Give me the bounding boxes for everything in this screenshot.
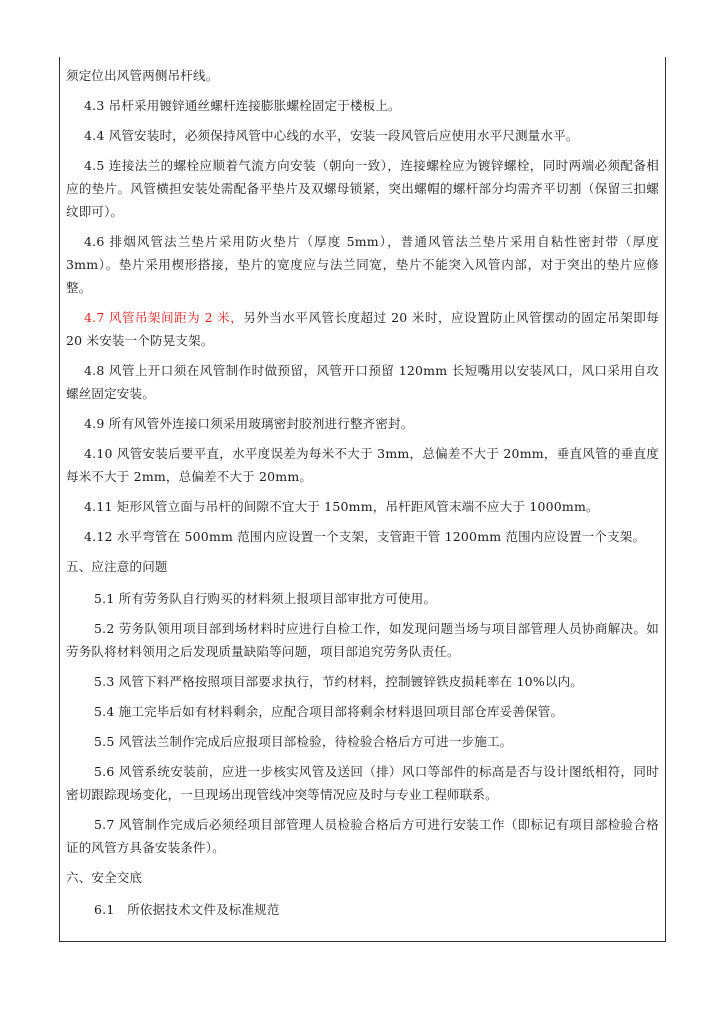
item-5-3: 5.3 风管下料严格按照项目部要求执行，节约材料，控制镀锌铁皮损耗率在 10%以内。	[94, 674, 584, 689]
item-4-9: 4.9 所有风管外连接口须采用玻璃密封胶剂进行整齐密封。	[84, 416, 414, 431]
item-4-7	[66, 306, 659, 352]
item-4-7-highlight: 4.7 风管吊架间距为 2 米，	[84, 310, 244, 325]
item-5-6: 5.6 风管系统安装前，应进一步核实风管及送回（排）风口等部件的标高是否与设计图纸相符，同时密切跟踪现场变化，一旦现场出现管线冲突等情况应及时与专业工程师联系。	[66, 764, 659, 802]
item-4-12: 4.12 水平弯管在 500mm 范围内应设置一个支架，支管距干管 1200mm 范围内应设置一个支架。	[84, 529, 646, 544]
item-4-10: 4.10 风管安装后要平直，水平度误差为每米不大于 3mm，总偏差不大于 20mm，垂直风管的垂直度每米不大于 2mm，总偏差不大于 20mm。	[66, 446, 659, 484]
item-5-4: 5.4 施工完毕后如有材料剩余，应配合项目部将剩余材料退回项目部仓库妥善保管。	[94, 704, 564, 719]
item-4-7-text: 另外当水平风管长度超过 20 米时，应设置防止风管摆动的固定吊架即每 20 米安装一个防晃支架。	[66, 310, 660, 348]
item-5-2: 5.2 劳务队领用项目部到场材料时应进行自检工作，如发现问题当场与项目部管理人员协商解决。如劳务队将材料领用之后发现质量缺陷等问题，项目部追究劳务队责任。	[66, 621, 659, 659]
item-6-1: 6.1 所依据技术文件及标准规范	[94, 902, 280, 917]
section-5-heading: 五、应注意的问题	[66, 559, 168, 574]
document-body	[60, 57, 665, 921]
item-4-4: 4.4 风管安装时，必须保持风管中心线的水平，安装一段风管后应使用水平尺测量水平。	[84, 128, 579, 143]
item-5-5: 5.5 风管法兰制作完成后应报项目部检验，待检验合格后方可进一步施工。	[94, 734, 513, 749]
item-5-1: 5.1 所有劳务队自行购买的材料须上报项目部审批方可使用。	[94, 591, 437, 606]
item-4-6: 4.6 排烟风管法兰垫片采用防火垫片（厚度 5mm），普通风管法兰垫片采用自粘性密封带（厚度 3mm）。垫片采用楔形搭接，垫片的宽度应与法兰同宽，垫片不能突入风管内部，对于突出的垫片应修整。	[66, 234, 659, 295]
lead-fragment: 须定位出风管两侧吊杆线。	[66, 68, 219, 83]
item-4-5: 4.5 连接法兰的螺栓应顺着气流方向安装（朝向一致），连接螺栓应为镀锌螺栓，同时两端必须配备相应的垫片。风管横担安装处需配备平垫片及双螺母锁紧，突出螺帽的螺杆部分均需齐平切割（保留三扣螺纹即可）。	[66, 158, 659, 219]
item-4-8: 4.8 风管上开口须在风管制作时做预留，风管开口预留 120mm 长短嘴用以安装风口，风口采用自攻螺丝固定安装。	[66, 363, 659, 401]
item-4-11: 4.11 矩形风管立面与吊杆的间隙不宜大于 150mm，吊杆距风管末端不应大于 1000mm。	[84, 499, 599, 514]
item-4-3: 4.3 吊杆采用镀锌通丝螺杆连接膨胀螺栓固定于楼板上。	[84, 98, 401, 113]
document-frame	[59, 57, 666, 942]
section-6-heading: 六、安全交底	[66, 870, 143, 885]
item-5-7: 5.7 风管制作完成后必须经项目部管理人员检验合格后方可进行安装工作（即标记有项目部检验合格证的风管方具备安装条件）。	[66, 817, 659, 855]
